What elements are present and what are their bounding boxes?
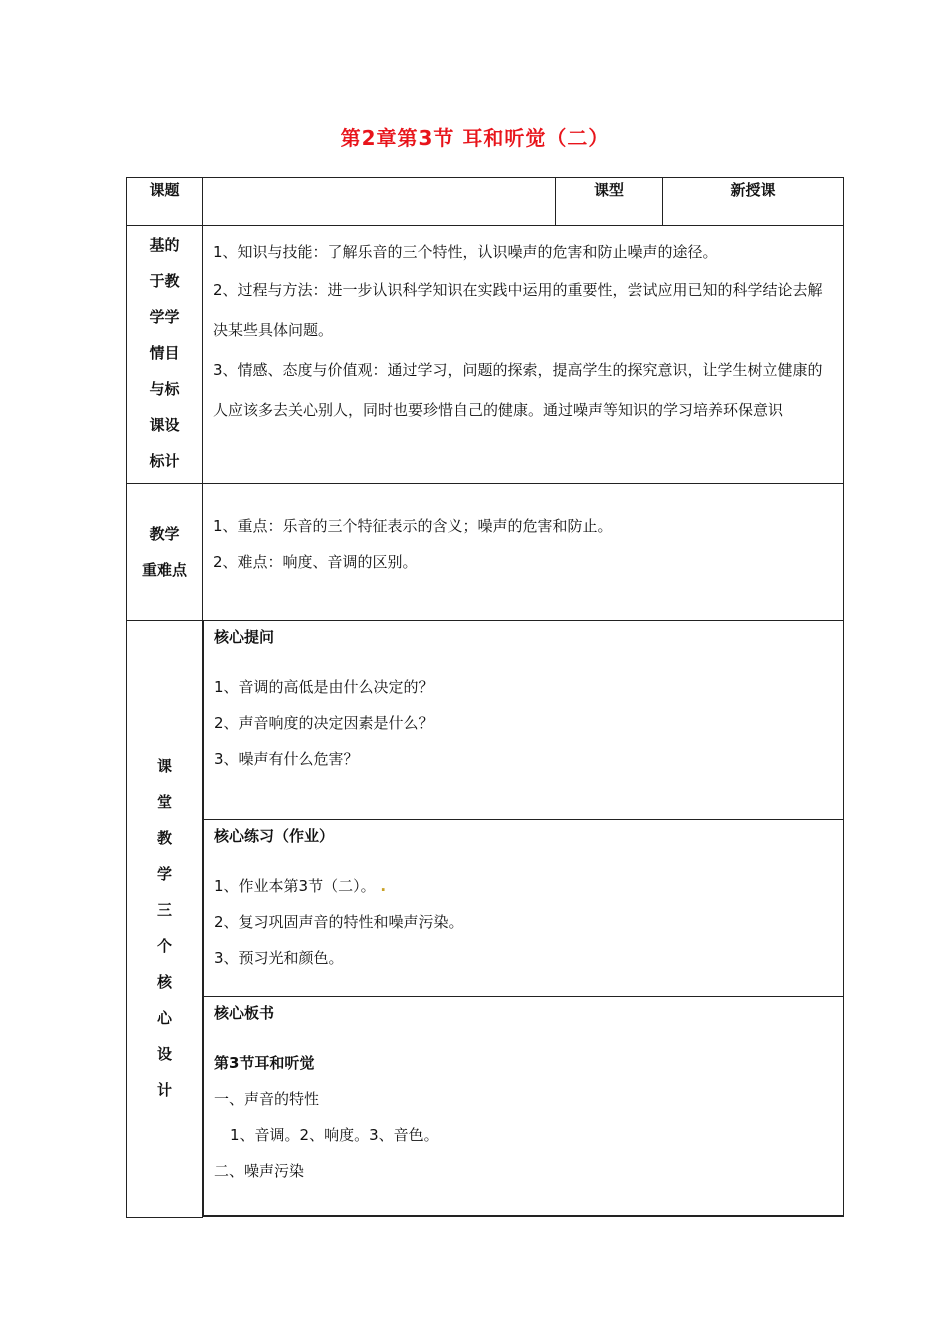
goals-label-line: 与标 bbox=[149, 380, 180, 398]
goals-label-line: 课设 bbox=[149, 416, 180, 434]
core-design-label-char: 设 bbox=[156, 1045, 172, 1064]
core-design-label-char: 教 bbox=[156, 829, 172, 848]
key-points-label-line: 重难点 bbox=[141, 561, 187, 579]
goals-label-line: 基的 bbox=[149, 236, 180, 254]
goals-label bbox=[127, 226, 203, 484]
core-design-subtable bbox=[203, 621, 844, 1217]
goals-label-line: 于教 bbox=[149, 272, 180, 290]
board-section-title: 第3节耳和听觉 bbox=[214, 1054, 315, 1072]
core-design-row bbox=[127, 621, 844, 1218]
exercise-item bbox=[214, 868, 833, 904]
goal-item: 1、知识与技能：了解乐音的三个特性，认识噪声的危害和防止噪声的途径。 bbox=[213, 243, 718, 261]
exercise-item-text: 1、作业本第3节（二）。 bbox=[214, 877, 376, 895]
lesson-plan-table bbox=[126, 177, 844, 1218]
core-board-cell bbox=[204, 997, 844, 1217]
core-design-label-char: 核 bbox=[156, 973, 172, 992]
question-item: 3、噪声有什么危害？ bbox=[214, 750, 359, 768]
key-point-item: 2、难点：响度、音调的区别。 bbox=[213, 553, 418, 571]
core-exercises-cell bbox=[204, 820, 844, 997]
question-item: 2、声音响度的决定因素是什么？ bbox=[214, 714, 434, 732]
core-questions-cell bbox=[204, 621, 844, 820]
core-design-label-char: 课 bbox=[156, 757, 172, 776]
dot-mark: . bbox=[380, 877, 387, 895]
core-design-label-char: 计 bbox=[156, 1081, 172, 1100]
goals-content bbox=[203, 226, 844, 484]
core-design-label-char: 个 bbox=[156, 937, 172, 956]
lesson-type-value: 新授课 bbox=[663, 178, 844, 226]
core-design-label-char: 三 bbox=[156, 901, 172, 920]
goal-item: 3、情感、态度与价值观：通过学习，问题的探索，提高学生的探究意识，让学生树立健康的人应该多去关心别人，同时也要珍惜自己的健康。通过噪声等知识的学习培养环保意识 bbox=[213, 361, 823, 419]
board-line: 一、声音的特性 bbox=[214, 1090, 320, 1108]
topic-label: 课题 bbox=[127, 178, 203, 226]
key-points-label-line: 教学 bbox=[149, 525, 180, 543]
header-row bbox=[127, 178, 844, 226]
board-line: 二、噪声污染 bbox=[214, 1162, 305, 1180]
core-exercises-row bbox=[204, 820, 844, 997]
core-questions-row bbox=[204, 621, 844, 820]
core-exercises-heading: 核心练习（作业） bbox=[214, 827, 335, 845]
core-board-heading: 核心板书 bbox=[214, 1004, 275, 1022]
goals-label-line: 标计 bbox=[149, 452, 180, 470]
key-point-item: 1、重点：乐音的三个特征表示的含义；噪声的危害和防止。 bbox=[213, 517, 613, 535]
lesson-type-label: 课型 bbox=[556, 178, 663, 226]
core-design-label-char: 堂 bbox=[156, 793, 172, 812]
core-design-label-char: 心 bbox=[156, 1009, 172, 1028]
goal-item: 2、过程与方法：进一步认识科学知识在实践中运用的重要性，尝试应用已知的科学结论去解决某些具体问题。 bbox=[213, 281, 823, 339]
exercise-item: 2、复习巩固声音的特性和噪声污染。 bbox=[214, 913, 464, 931]
key-points-label bbox=[127, 484, 203, 621]
goals-label-line: 学学 bbox=[149, 308, 180, 326]
core-design-label bbox=[127, 621, 203, 1218]
core-design-content bbox=[203, 621, 844, 1218]
core-questions-heading: 核心提问 bbox=[214, 628, 275, 646]
topic-value bbox=[203, 178, 556, 226]
board-line: 1、音调。2、响度。3、音色。 bbox=[230, 1126, 439, 1144]
goals-label-line: 情目 bbox=[149, 344, 180, 362]
question-item: 1、音调的高低是由什么决定的？ bbox=[214, 678, 434, 696]
exercise-item: 3、预习光和颜色。 bbox=[214, 949, 344, 967]
goals-row bbox=[127, 226, 844, 484]
document-title: 第2章第3节 耳和听觉（二） bbox=[340, 126, 610, 150]
core-board-row bbox=[204, 997, 844, 1217]
core-design-label-char: 学 bbox=[156, 865, 172, 884]
key-points-row bbox=[127, 484, 844, 621]
key-points-content bbox=[203, 484, 844, 621]
